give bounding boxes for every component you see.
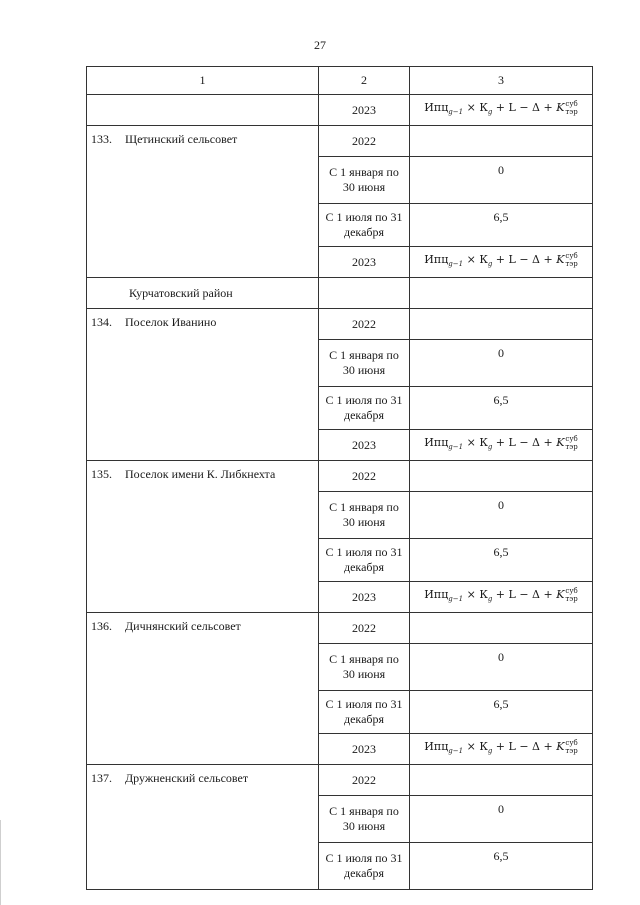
year-cell: 2022: [319, 765, 410, 796]
entity-name: Дичнянский сельсовет: [125, 619, 241, 633]
header-col-2: 2: [319, 67, 410, 95]
year-cell: 2023: [319, 582, 410, 613]
table-row: [87, 309, 593, 340]
value-cell: 0: [410, 796, 593, 843]
header-col-3: 3: [410, 67, 593, 95]
period-cell: С 1 января по 30 июня: [319, 340, 410, 387]
entity-number: 137.: [91, 771, 112, 785]
entity-number: 135.: [91, 467, 112, 481]
period-cell: С 1 января по 30 июня: [319, 796, 410, 843]
formula: $Ипц_{g-1} \times К_g + L - \Delta + K$ суб тэр: [424, 99, 578, 117]
formula-cell: [410, 95, 593, 126]
table-row: [87, 126, 593, 157]
value-cell: [410, 278, 593, 309]
period-cell: С 1 января по 30 июня: [319, 492, 410, 539]
entity-number: 136.: [91, 619, 112, 633]
header-col-1: 1: [87, 67, 319, 95]
year-cell: 2023: [319, 95, 410, 126]
table-row: [87, 613, 593, 644]
year-cell: 2023: [319, 430, 410, 461]
formula: $Ипц_{g-1} \times К_g + L - \Delta + K$ суб тэр: [424, 738, 578, 756]
table-row: [87, 461, 593, 492]
district-name: Курчатовский район: [129, 285, 233, 300]
formula-cell: [410, 247, 593, 278]
value-cell: [410, 126, 593, 157]
year-cell: 2022: [319, 613, 410, 644]
entity-name: Щетинский сельсовет: [125, 132, 238, 146]
district-cell: [87, 278, 319, 309]
entity-cell: [87, 126, 319, 278]
formula-cell: [410, 582, 593, 613]
entity-name: Поселок имени К. Либкнехта: [125, 467, 276, 481]
entity-name: Дружненский сельсовет: [125, 771, 249, 785]
value-cell: 0: [410, 492, 593, 539]
entity-cell: [87, 95, 319, 126]
period-cell: С 1 января по 30 июня: [319, 644, 410, 691]
value-cell: 6,5: [410, 204, 593, 247]
value-cell: [410, 309, 593, 340]
district-row: [87, 278, 593, 309]
period-cell: С 1 июля по 31 декабря: [319, 387, 410, 430]
page-number: 27: [314, 38, 326, 52]
year-cell: 2023: [319, 734, 410, 765]
value-cell: [410, 613, 593, 644]
value-cell: 0: [410, 644, 593, 691]
formula-cell: [410, 430, 593, 461]
formula: $Ипц_{g-1} \times К_g + L - \Delta + K$ суб тэр: [424, 586, 578, 604]
value-cell: 6,5: [410, 691, 593, 734]
table-row: [87, 765, 593, 796]
year-cell: 2022: [319, 126, 410, 157]
value-cell: [410, 461, 593, 492]
value-cell: 6,5: [410, 539, 593, 582]
value-cell: [410, 765, 593, 796]
value-cell: 6,5: [410, 843, 593, 890]
value-cell: 0: [410, 340, 593, 387]
period-cell: С 1 июля по 31 декабря: [319, 539, 410, 582]
period-cell: С 1 января по 30 июня: [319, 157, 410, 204]
table-row: [87, 95, 593, 126]
year-cell: 2023: [319, 247, 410, 278]
entity-number: 134.: [91, 315, 112, 329]
formula: $Ипц_{g-1} \times К_g + L - \Delta + K$ суб тэр: [424, 434, 578, 452]
tariff-table: [86, 66, 593, 890]
entity-cell: [87, 765, 319, 890]
period-cell: С 1 июля по 31 декабря: [319, 691, 410, 734]
value-cell: 0: [410, 157, 593, 204]
entity-cell: [87, 309, 319, 461]
entity-cell: [87, 613, 319, 765]
formula-cell: [410, 734, 593, 765]
entity-cell: [87, 461, 319, 613]
value-cell: 6,5: [410, 387, 593, 430]
year-cell: 2022: [319, 309, 410, 340]
formula: $Ипц_{g-1} \times К_g + L - \Delta + K$ суб тэр: [424, 251, 578, 269]
period-cell: С 1 июля по 31 декабря: [319, 843, 410, 890]
scan-edge-line: [0, 820, 1, 905]
table-header-row: [87, 67, 593, 95]
entity-number: 133.: [91, 132, 112, 146]
year-cell: [319, 278, 410, 309]
year-cell: 2022: [319, 461, 410, 492]
entity-name: Поселок Иванино: [125, 315, 217, 329]
period-cell: С 1 июля по 31 декабря: [319, 204, 410, 247]
